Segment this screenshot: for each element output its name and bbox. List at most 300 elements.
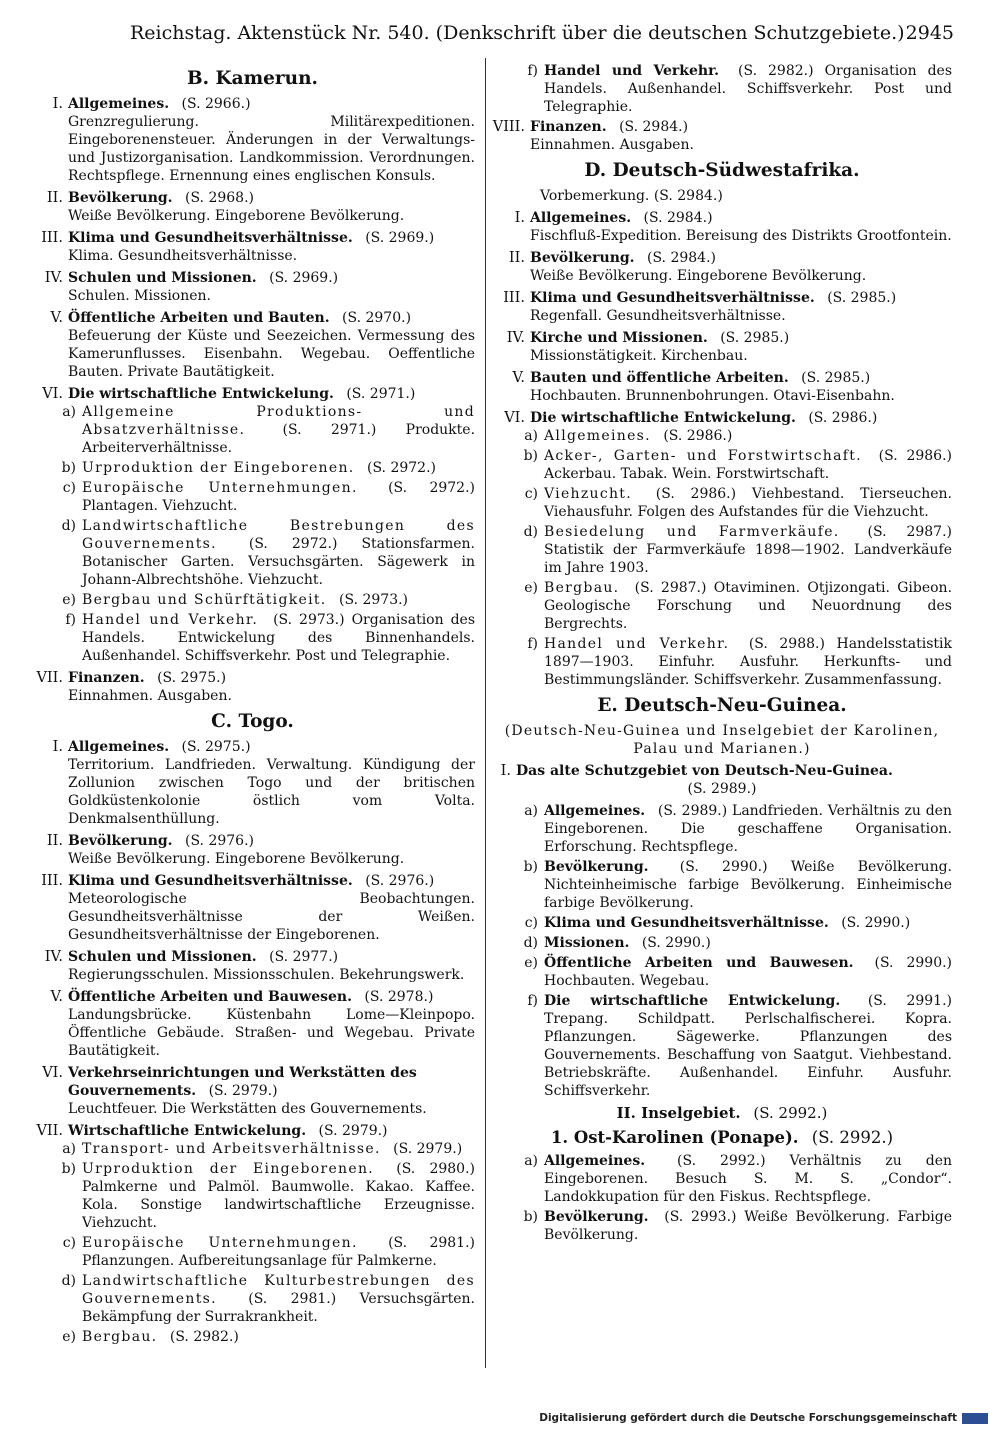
sub-entry	[492, 523, 952, 577]
sub-text	[544, 954, 952, 990]
sub-entry-line	[492, 858, 952, 912]
section-title-d: D. Deutsch-Südwestafrika.	[584, 160, 860, 181]
page-ref: (S. 2979.)	[208, 1083, 278, 1099]
dfg-logo	[962, 1413, 988, 1424]
sub-entry	[492, 1208, 952, 1244]
roman-numeral: VII.	[36, 1123, 63, 1139]
sub-title: Landwirtschaftliche Bestrebungen des Gouvernements.	[82, 518, 475, 552]
sub-entry	[492, 635, 952, 689]
sub-entry	[492, 579, 952, 633]
entry-title: Schulen und Missionen.	[68, 949, 257, 965]
sub-letter: c)	[62, 1235, 76, 1251]
sub-letter: d)	[523, 935, 538, 951]
sub-title: Acker-, Garten- und Forstwirtschaft.	[544, 448, 862, 464]
page-ref: (S. 2986.)	[655, 486, 737, 502]
section-e-intro: (Deutsch-Neu-Guinea und Inselgebiet der Karolinen, Palau und Marianen.)	[504, 723, 940, 757]
entry-heading-text	[68, 95, 475, 113]
entry-title: Klima und Gesundheitsverhältnisse.	[68, 230, 353, 246]
entry-title: Kirche und Missionen.	[530, 330, 708, 346]
page-ref: (S. 2991.)	[867, 993, 953, 1009]
sub-title: Handel und Verkehr.	[544, 63, 720, 79]
entry-heading	[30, 948, 475, 966]
entry-body: Schulen. Missionen.	[68, 288, 212, 304]
entry-title: Bevölkerung.	[68, 190, 173, 206]
sub-body: Ackerbau. Tabak. Wein. Forstwirtschaft.	[544, 466, 830, 482]
page-ref: (S. 2986.)	[663, 428, 733, 444]
sub-entry-line	[492, 447, 952, 483]
page-ref: (S. 2969.)	[365, 230, 435, 246]
sub-entry	[492, 485, 952, 521]
section-entry	[30, 269, 475, 305]
sub-entry-line	[492, 914, 952, 932]
section-entry	[492, 209, 952, 245]
page-header	[30, 22, 954, 52]
roman-numeral: V.	[50, 310, 63, 326]
page-ref: (S. 2981.)	[388, 1235, 475, 1251]
entry-body: Fischfluß-Expedition. Bereisung des Distrikts Grootfontein.	[530, 228, 952, 244]
sub-entry	[30, 479, 475, 515]
sub-title: Die wirtschaftliche Entwickelung.	[544, 993, 841, 1009]
sub-body: Weiße Bevölkerung. Farbige Bevölkerung.	[544, 1209, 953, 1243]
sub-text	[82, 459, 475, 477]
entry-heading	[30, 269, 475, 287]
roman-numeral: III.	[503, 290, 525, 306]
sub-title: Handel und Verkehr.	[544, 636, 730, 652]
sub-title: Bergbau.	[82, 1329, 158, 1345]
entry-heading	[30, 988, 475, 1006]
section-e-ost-karolinen	[492, 1126, 952, 1150]
sub-entry-line	[30, 479, 475, 515]
roman-numeral: VII.	[36, 670, 63, 686]
page-ref: (S. 2980.)	[396, 1161, 475, 1177]
part-title: II. Inselgebiet.	[616, 1104, 741, 1122]
entry-heading	[30, 832, 475, 850]
page-ref: (S. 2971.)	[346, 386, 416, 402]
page-number: 2945	[905, 22, 954, 44]
digitization-credit	[539, 1412, 988, 1424]
entry-body: Leuchtfeuer. Die Werkstätten des Gouvernements.	[68, 1101, 427, 1117]
sub-entry-f	[492, 62, 952, 116]
section-entry	[30, 948, 475, 984]
entry-heading-text	[68, 988, 475, 1006]
sub-entry-line	[492, 579, 952, 633]
sub-letter: f)	[527, 636, 538, 652]
page-ref: (S. 2982.)	[738, 63, 814, 79]
page-ref: (S. 2990.)	[679, 859, 768, 875]
sub-entry-line	[492, 1208, 952, 1244]
sub-entry-line	[492, 992, 952, 1100]
entry-heading-text	[68, 1122, 475, 1140]
sub-letter: e)	[62, 592, 76, 608]
entry-heading-text	[68, 189, 475, 207]
entry-body: Meteorologische Beobachtungen. Gesundheitsverhältnisse der Weißen. Gesundheitsverhältnisse der Eingeborenen.	[68, 891, 475, 943]
sub-entry-line	[30, 611, 475, 665]
sub-entry	[492, 992, 952, 1100]
sub-letter: a)	[62, 404, 76, 420]
sub-body: Palmkerne und Palmöl. Baumwolle. Kakao. Kaffee. Kola. Sonstige landwirtschaftliche Erzeugnisse. Viehzucht.	[82, 1179, 475, 1231]
entry-body: Regierungsschulen. Missionsschulen. Bekehrungswerk.	[68, 967, 465, 983]
sub-entry	[30, 459, 475, 477]
sub-entry	[492, 447, 952, 483]
sub-body: Stationsfarmen. Botanischer Garten. Versuchsgärten. Sägewerk in Johann-Albrechtshöhe. Viehzucht.	[82, 536, 475, 588]
section-entry	[30, 385, 475, 665]
sub-entry	[30, 1160, 475, 1232]
sub-body: Trepang. Schildpatt. Perlschalfischerei. Kopra. Pflanzungen. Sägewerke. Pflanzungen des Gouvernements. Beschaffung von Saatgut. Viehbestand. Betriebskräfte. Außenhandel. Einfuhr. Ausfuhr. Schiffsverkehr.	[544, 1011, 952, 1099]
roman-numeral: I.	[514, 210, 525, 226]
section-entry	[30, 872, 475, 944]
section-entry-viii	[492, 118, 952, 154]
sub-entry	[492, 914, 952, 932]
sub-entry-line	[30, 1234, 475, 1270]
section-title: C. Togo.	[211, 711, 294, 732]
page-ref: (S. 2987.)	[634, 580, 707, 596]
entry-heading-text	[68, 1064, 475, 1100]
sub-entry	[30, 403, 475, 457]
section-entry	[492, 289, 952, 325]
page-ref: (S. 2975.)	[157, 670, 227, 686]
entry-heading	[30, 309, 475, 327]
sub-text	[82, 517, 475, 589]
page-ref: (S. 2989.)	[657, 803, 728, 819]
page-ref: (S. 2990.)	[841, 915, 911, 931]
sub-text	[82, 1160, 475, 1232]
entry-heading	[30, 738, 475, 756]
page-ref: (S. 2984.)	[643, 210, 713, 226]
roman-numeral: II.	[46, 833, 63, 849]
page-ref: (S. 2969.)	[269, 270, 339, 286]
entry-heading	[30, 1064, 475, 1100]
section-entry	[30, 738, 475, 828]
entry-heading	[30, 229, 475, 247]
section-e-part-2-entries	[492, 1152, 952, 1244]
sub-text	[544, 914, 952, 932]
page-ref: (S. 2986.)	[808, 410, 878, 426]
sub-entry	[492, 858, 952, 912]
sub-letter: f)	[527, 993, 538, 1009]
sub-title: Bergbau.	[544, 580, 620, 596]
roman-numeral: II.	[46, 190, 63, 206]
entry-title: Schulen und Missionen.	[68, 270, 257, 286]
sub-entry-line	[492, 954, 952, 990]
entry-title: Bauten und öffentliche Arbeiten.	[530, 370, 789, 386]
sub-body: Organisation des Handels. Außenhandel. Schiffsverkehr. Post und Telegraphie.	[544, 63, 953, 115]
sub-letter: a)	[62, 1141, 76, 1157]
page-ref: (S. 2989.)	[687, 781, 757, 797]
entry-heading	[30, 872, 475, 890]
page-ref: (S. 2966.)	[181, 96, 251, 112]
page-ref: (S. 2975.)	[181, 739, 251, 755]
entry-heading	[30, 189, 475, 207]
sub-entry	[30, 591, 475, 609]
sub-letter: d)	[523, 524, 538, 540]
sub-entry	[492, 427, 952, 445]
sub-letter: d)	[61, 518, 76, 534]
sub-text	[544, 579, 952, 633]
sub-letter: a)	[524, 1153, 538, 1169]
sub-title: Klima und Gesundheitsverhältnisse.	[544, 915, 829, 931]
sub-text	[544, 447, 952, 483]
entry-heading	[492, 409, 952, 427]
sub-entry	[492, 934, 952, 952]
page-ref: (S. 2972.)	[248, 536, 338, 552]
sub-body: Landfrieden. Verhältnis zu den Eingeborenen. Die geschaffene Organisation. Erforschung. Rechtspflege.	[544, 803, 952, 855]
sub-title: Transport- und Arbeitsverhältnisse.	[82, 1141, 381, 1157]
page-ref: (S. 2978.)	[364, 989, 434, 1005]
roman-numeral: V.	[50, 989, 63, 1005]
entry-heading-text	[68, 948, 475, 966]
sub-text	[544, 858, 952, 912]
section-entry	[492, 329, 952, 365]
sub-text	[82, 611, 475, 665]
sub-letter: c)	[62, 480, 76, 496]
sub-entry-line	[30, 1328, 475, 1346]
page-ref: (S. 2987.)	[867, 524, 953, 540]
page-ref: (S. 2990.)	[874, 955, 953, 971]
sub-letter: b)	[523, 448, 538, 464]
page-ref: (S. 2986.)	[878, 448, 952, 464]
subpart-title: 1. Ost-Karolinen (Ponape).	[550, 1128, 799, 1147]
sub-entry-line	[30, 403, 475, 457]
roman-numeral: VIII.	[492, 119, 525, 135]
section-entry	[30, 832, 475, 868]
column-divider	[485, 58, 486, 1368]
entry-heading	[30, 1122, 475, 1140]
right-column	[492, 62, 952, 1246]
page-ref: (S. 2979.)	[393, 1141, 463, 1157]
page-ref: (S. 2985.)	[720, 330, 790, 346]
sub-entry-line	[30, 1140, 475, 1158]
entry-title: Bevölkerung.	[530, 250, 635, 266]
sub-title: Bevölkerung.	[544, 859, 649, 875]
sub-title: Bergbau und Schürftätigkeit.	[82, 592, 327, 608]
entry-body: Territorium. Landfrieden. Verwaltung. Kündigung der Zollunion zwischen Togo und der britischen Goldküstenkolonie östlich vom Volta. Denkmalsenthüllung.	[68, 757, 475, 827]
page-ref: (S. 2977.)	[269, 949, 339, 965]
page-ref: (S. 2968.)	[185, 190, 254, 206]
sub-body: Plantagen. Viehzucht.	[82, 498, 238, 514]
sub-body: Weiße Bevölkerung. Nichteinheimische farbige Bevölkerung. Einheimische farbige Bevölkerung.	[544, 859, 953, 911]
sub-text	[82, 403, 475, 457]
section-entry	[30, 189, 475, 225]
sub-text	[82, 591, 475, 609]
entry-heading	[492, 369, 952, 387]
section-entry	[30, 95, 475, 185]
roman-numeral: IV.	[506, 330, 525, 346]
entry-body: Weiße Bevölkerung. Eingeborene Bevölkerung.	[68, 851, 405, 867]
sub-title: Allgemeine Produktions- und Absatzverhältnisse.	[82, 404, 475, 438]
entry-title: Finanzen.	[68, 670, 145, 686]
page-ref: (S. 2985.)	[827, 290, 897, 306]
entry-body: Befeuerung der Küste und Seezeichen. Vermessung des Kamerunflusses. Eisenbahn. Wegebau. Oeffentliche Bauten. Private Bautätigkeit.	[68, 328, 475, 380]
roman-numeral: III.	[41, 230, 63, 246]
sub-entry-line	[492, 635, 952, 689]
sub-body: Organisation des Handels. Entwickelung des Binnenhandels. Außenhandel. Schiffsverkehr. Post und Telegraphie.	[82, 612, 476, 664]
entry-heading-text	[68, 269, 475, 287]
sub-body: Hochbauten. Wegebau.	[544, 973, 710, 989]
section-e-part-1	[492, 762, 952, 798]
entry-title: Verkehrseinrichtungen und Werkstätten des Gouvernements.	[68, 1065, 417, 1099]
entry-heading	[492, 289, 952, 307]
sub-letter: a)	[524, 803, 538, 819]
left-column	[30, 62, 475, 1350]
sub-title: Missionen.	[544, 935, 630, 951]
sub-body: Handelsstatistik 1897—1903. Einfuhr. Ausfuhr. Herkunfts- und Bestimmungsländer. Schiffsverkehr. Zusammenfassung.	[544, 636, 953, 688]
entry-title: Öffentliche Arbeiten und Bauten.	[68, 310, 330, 326]
entry-title: Allgemeines.	[68, 739, 170, 755]
entry-heading	[30, 669, 475, 687]
sub-title: Bevölkerung.	[544, 1209, 649, 1225]
entry-title: Öffentliche Arbeiten und Bauwesen.	[68, 989, 352, 1005]
entry-title: Finanzen.	[530, 119, 607, 135]
sub-title: Handel und Verkehr.	[82, 612, 259, 628]
sub-text	[544, 485, 952, 521]
entry-heading	[30, 385, 475, 403]
sub-text	[82, 1234, 475, 1270]
section-entry	[30, 229, 475, 265]
credit-text: Digitalisierung gefördert durch die Deutsche Forschungsgemeinschaft	[539, 1412, 957, 1424]
entry-heading-text	[68, 832, 475, 850]
sub-title: Allgemeines.	[544, 1153, 646, 1169]
roman-numeral: IV.	[44, 949, 63, 965]
entry-body: Weiße Bevölkerung. Eingeborene Bevölkerung.	[68, 208, 405, 224]
sub-text	[544, 523, 952, 577]
entry-heading	[30, 95, 475, 113]
entry-title: Wirtschaftliche Entwickelung.	[68, 1123, 307, 1139]
sub-entry	[30, 611, 475, 665]
section-title: B. Kamerun.	[186, 68, 319, 89]
sub-entry-line	[30, 1272, 475, 1326]
page-ref: (S. 2973.)	[273, 612, 345, 628]
sub-letter: b)	[61, 460, 76, 476]
roman-numeral: III.	[41, 873, 63, 889]
sub-body: Statistik der Farmverkäufe 1898—1902. Landverkäufe im Jahre 1903.	[544, 542, 952, 576]
page-ref: (S. 2982.)	[169, 1329, 239, 1345]
sub-entry-line	[492, 934, 952, 952]
sub-title: Besiedelung und Farmverkäufe.	[544, 524, 840, 540]
page-ref: (S. 2984.)	[619, 119, 689, 135]
sub-entry-line	[492, 427, 952, 445]
sub-entry	[30, 1140, 475, 1158]
page-ref: (S. 2979.)	[318, 1123, 388, 1139]
entry-body: Grenzregulierung. Militärexpeditionen. Eingeborenensteuer. Änderungen in der Verwaltungs- und Justizorganisation. Landkommission. Verordnungen. Rechtspflege. Ernennung eines englischen Konsuls.	[68, 114, 475, 184]
section-d-intro: Vorbemerkung. (S. 2984.)	[540, 188, 723, 204]
entry-heading-text	[68, 309, 475, 327]
roman-numeral: I.	[500, 763, 511, 779]
sub-entry-line	[492, 1152, 952, 1206]
sub-body: Versuchsgärten. Bekämpfung der Surrakrankheit.	[82, 1291, 476, 1325]
page-ref: (S. 2976.)	[365, 873, 435, 889]
sub-entry	[492, 1152, 952, 1206]
page-ref: (S. 2971.)	[282, 422, 377, 438]
sub-title: Europäische Unternehmungen.	[82, 1235, 358, 1251]
sub-entry-line	[492, 802, 952, 856]
entry-title: Klima und Gesundheitsverhältnisse.	[530, 290, 815, 306]
page-ref: (S. 2970.)	[342, 310, 412, 326]
sub-body: Otaviminen. Otjizongati. Gibeon. Geologische Forschung und Neuordnung des Bergrechts.	[544, 580, 953, 632]
entry-body: Hochbauten. Brunnenbohrungen. Otavi-Eisenbahn.	[530, 388, 895, 404]
sub-title: Landwirtschaftliche Kulturbestrebungen des Gouvernements.	[82, 1273, 475, 1307]
sub-title: Öffentliche Arbeiten und Bauwesen.	[544, 955, 854, 971]
section-title-e: E. Deutsch-Neu-Guinea.	[597, 695, 847, 716]
sub-entry	[492, 802, 952, 856]
page-ref: (S. 2993.)	[664, 1209, 737, 1225]
entry-heading-text	[530, 409, 952, 427]
sub-letter: e)	[62, 1329, 76, 1345]
running-title: Reichstag. Aktenstück Nr. 540. (Denkschrift über die deutschen Schutzgebiete.)	[130, 22, 905, 44]
sub-entry-line	[30, 459, 475, 477]
entry-heading-text	[68, 229, 475, 247]
section-e-part-1-entries	[492, 802, 952, 1100]
sub-entry-line	[30, 517, 475, 589]
page-ref: (S. 2988.)	[748, 636, 825, 652]
page-ref: (S. 2973.)	[339, 592, 409, 608]
section-entry	[492, 369, 952, 405]
entry-heading	[492, 209, 952, 227]
roman-numeral: VI.	[504, 410, 525, 426]
sub-letter: b)	[523, 859, 538, 875]
sub-text	[544, 1208, 952, 1244]
sub-body: Verhältnis zu den Eingeborenen. Besuch S. M. S. „Condor“. Landokkupation für den Fiskus. Rechtspflege.	[544, 1153, 952, 1205]
entry-body: Regenfall. Gesundheitsverhältnisse.	[530, 308, 786, 324]
entry-body: Weiße Bevölkerung. Eingeborene Bevölkerung.	[530, 268, 867, 284]
roman-numeral: IV.	[44, 270, 63, 286]
sub-body: Produkte. Arbeiterverhältnisse.	[82, 422, 476, 456]
section-d-entries	[492, 209, 952, 689]
sub-entry	[30, 1328, 475, 1346]
sub-text	[82, 1272, 475, 1326]
sub-letter: b)	[523, 1209, 538, 1225]
entry-heading-text	[68, 872, 475, 890]
page-ref: (S. 2972.)	[366, 460, 436, 476]
sub-text	[544, 635, 952, 689]
entry-title: Allgemeines.	[68, 96, 170, 112]
sub-body: Pflanzungen. Aufbereitungsanlage für Palmkerne.	[82, 1253, 437, 1269]
page-ref: (S. 2990.)	[641, 935, 711, 951]
sub-letter: c)	[524, 915, 538, 931]
entry-title: Klima und Gesundheitsverhältnisse.	[68, 873, 353, 889]
entry-title: Die wirtschaftliche Entwickelung.	[68, 386, 334, 402]
entry-title: Bevölkerung.	[68, 833, 173, 849]
sub-letter: f)	[527, 63, 538, 79]
section-entry	[30, 1064, 475, 1118]
entry-heading-text	[68, 669, 475, 687]
sub-letter: c)	[524, 486, 538, 502]
entry-body: Landungsbrücke. Küstenbahn Lome—Kleinpopo. Öffentliche Gebäude. Straßen- und Wegebau. Private Bautätigkeit.	[68, 1007, 475, 1059]
sub-title: Allgemeines.	[544, 428, 651, 444]
sub-text	[544, 992, 952, 1100]
entry-heading-text	[530, 289, 952, 307]
sub-entry	[30, 1272, 475, 1326]
entry-heading	[492, 329, 952, 347]
sub-title: Viehzucht.	[544, 486, 632, 502]
entry-title: Allgemeines.	[530, 210, 632, 226]
sub-text	[544, 802, 952, 856]
sub-text	[82, 479, 475, 515]
sub-entry	[30, 517, 475, 589]
section-entry	[30, 309, 475, 381]
sub-title: Europäische Unternehmungen.	[82, 480, 358, 496]
sub-body: Viehbestand. Tierseuchen. Viehausfuhr. Folgen des Aufstandes für die Viehzucht.	[544, 486, 953, 520]
roman-numeral: I.	[52, 739, 63, 755]
sub-letter: e)	[524, 955, 538, 971]
sub-text	[82, 1140, 475, 1158]
sub-text	[544, 427, 952, 445]
entry-body: Klima. Gesundheitsverhältnisse.	[68, 248, 298, 264]
sub-entry-line	[30, 1160, 475, 1232]
entry-heading-text	[530, 329, 952, 347]
roman-numeral: V.	[512, 370, 525, 386]
page-ref: (S. 2985.)	[801, 370, 871, 386]
sub-letter: e)	[524, 580, 538, 596]
